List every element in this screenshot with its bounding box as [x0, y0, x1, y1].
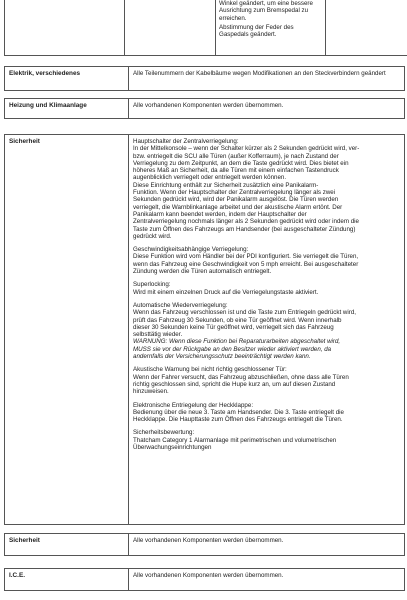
section-table [4, 98, 405, 119]
section-text: Alle Teilenummern der Kabelbäume wegen Modifikationen an den Steckverbindern geändert [129, 67, 405, 91]
empty-cell [326, 0, 407, 56]
table-row [5, 569, 405, 591]
table-row [5, 534, 405, 556]
section-table [4, 568, 405, 591]
section-text: Alle vorhandenen Komponenten werden übernommen. [129, 569, 405, 591]
table-row [5, 135, 405, 525]
paragraph-zentralverriegelung: Hauptschalter der Zentralverriegelung: In der Mittelkonsole – wenn der Schalter kürzer als 2 Sekunden gedrückt wird, ver- bzw. entriegelt die SCU alle Türen (außer Kofferraum), je nach Zustand der Verriegelung zu dem Zeitpunkt, an dem die Taste gedrückt wird. Dies bietet ein höheres Maß an Sicherheit, da alle Türen mit einem einfachen Tastendruck augenblicklich verriegelt oder entriegelt werden können. Diese Einrichtung enthält zur Sicherheit zusätzlich eine Panikalarm- Funktion. Wenn der Hauptschalter der Zentralverriegelung länger als zwei Sekunden gedrückt wird, wird der Panikalarm ausgelöst. Die Türen werden verriegelt, die Warnblinkanlage arbeitet und der akustische Alarm ertönt. Der Panikalarm kann beendet werden, indem der Hauptschalter der Zentralverriegelung nochmals länger als 2 Sekunden gedrückt wird oder indem die Taste zum Öffnen des Fahrzeugs am Handsender (bei ausgeschalteter Zündung) gedrückt wird. [133, 138, 360, 240]
table-row [5, 67, 405, 91]
section-text: Alle vorhandenen Komponenten werden übernommen. [129, 99, 405, 119]
paragraph-sicherheitsbewertung: Sicherheitsbewertung: Thatcham Category 1 Alarmanlage mit perimetrischen und volumetrischen Überwachungseinrichtungen [133, 429, 337, 451]
section-text: Alle vorhandenen Komponenten werden übernommen. [129, 534, 405, 556]
empty-cell [5, 0, 125, 56]
section-label: Elektrik, verschiedenes [5, 67, 129, 91]
paragraph-superlocking: Superlocking: Wird mit einem einzelnen Druck auf die Verriegelungstaste aktiviert. [133, 281, 319, 296]
empty-cell [125, 0, 216, 56]
continuation-table [4, 0, 407, 56]
section-label: Sicherheit [5, 534, 129, 556]
warning-text: WARNUNG: Wenn diese Funktion bei Reparaturarbeiten abgeschaltet wird, MUSS sie vor der Rückgabe an den Besitzer wieder aktiviert werden, da andernfalls der Versicherungsschutz beeinträchtigt werden kann. [133, 338, 341, 361]
paragraph-akustische-warnung: Akustische Warnung bei nicht richtig geschlossener Tür: Wenn der Fahrer versucht, das Fahrzeug abzuschließen, ohne dass alle Türen richtig geschlossen sind, spricht die Hupe kurz an, um auf diesen Zustand hinzuweisen. [133, 366, 349, 396]
section-table [4, 66, 405, 91]
continuation-line: Abstimmung der Feder des Gaspedals geändert. [219, 23, 294, 39]
section-label: I.C.E. [5, 569, 129, 591]
table-row [5, 0, 407, 56]
section-text [129, 135, 405, 525]
section-table [4, 533, 405, 556]
section-label: Heizung und Klimaanlage [5, 99, 129, 119]
paragraph-wiederverriegelung: Automatische Wiederverriegelung: Wenn das Fahrzeug verschlossen ist und die Taste zum Entriegeln gedrückt wird, prüft das Fahrzeug 30 Sekunden, ob eine Tür geöffnet wird. Wenn innerhalb dieser 30 Sekunden keine Tür geöffnet wird, verriegelt sich das Fahrzeug selbsttätig wieder. [133, 301, 356, 339]
paragraph-geschwindigkeit: Geschwindigkeitsabhängige Verriegelung: Diese Funktion wird vom Händler bei der PDI konfiguriert. Sie verriegelt die Türen, wenn das Fahrzeug eine Geschwindigkeit von 5 mph erreicht. Bei ausgeschalteter Zündung werden die Türen automatisch entriegelt. [133, 246, 359, 276]
section-table [4, 134, 405, 525]
section-label: Sicherheit [5, 135, 129, 525]
table-row [5, 99, 405, 119]
paragraph-heckklappe: Elektronische Entriegelung der Heckklappe: Bedienung über die neue 3. Taste am Handsender. Die 3. Taste entriegelt die Heckklappe. Die Haupttaste zum Öffnen des Fahrzeugs entriegelt die Türen. [133, 401, 344, 424]
continuation-line: Winkel geändert, um eine bessere Ausrichtung zum Bremspedal zu erreichen. [219, 0, 313, 22]
continuation-text [216, 0, 326, 56]
